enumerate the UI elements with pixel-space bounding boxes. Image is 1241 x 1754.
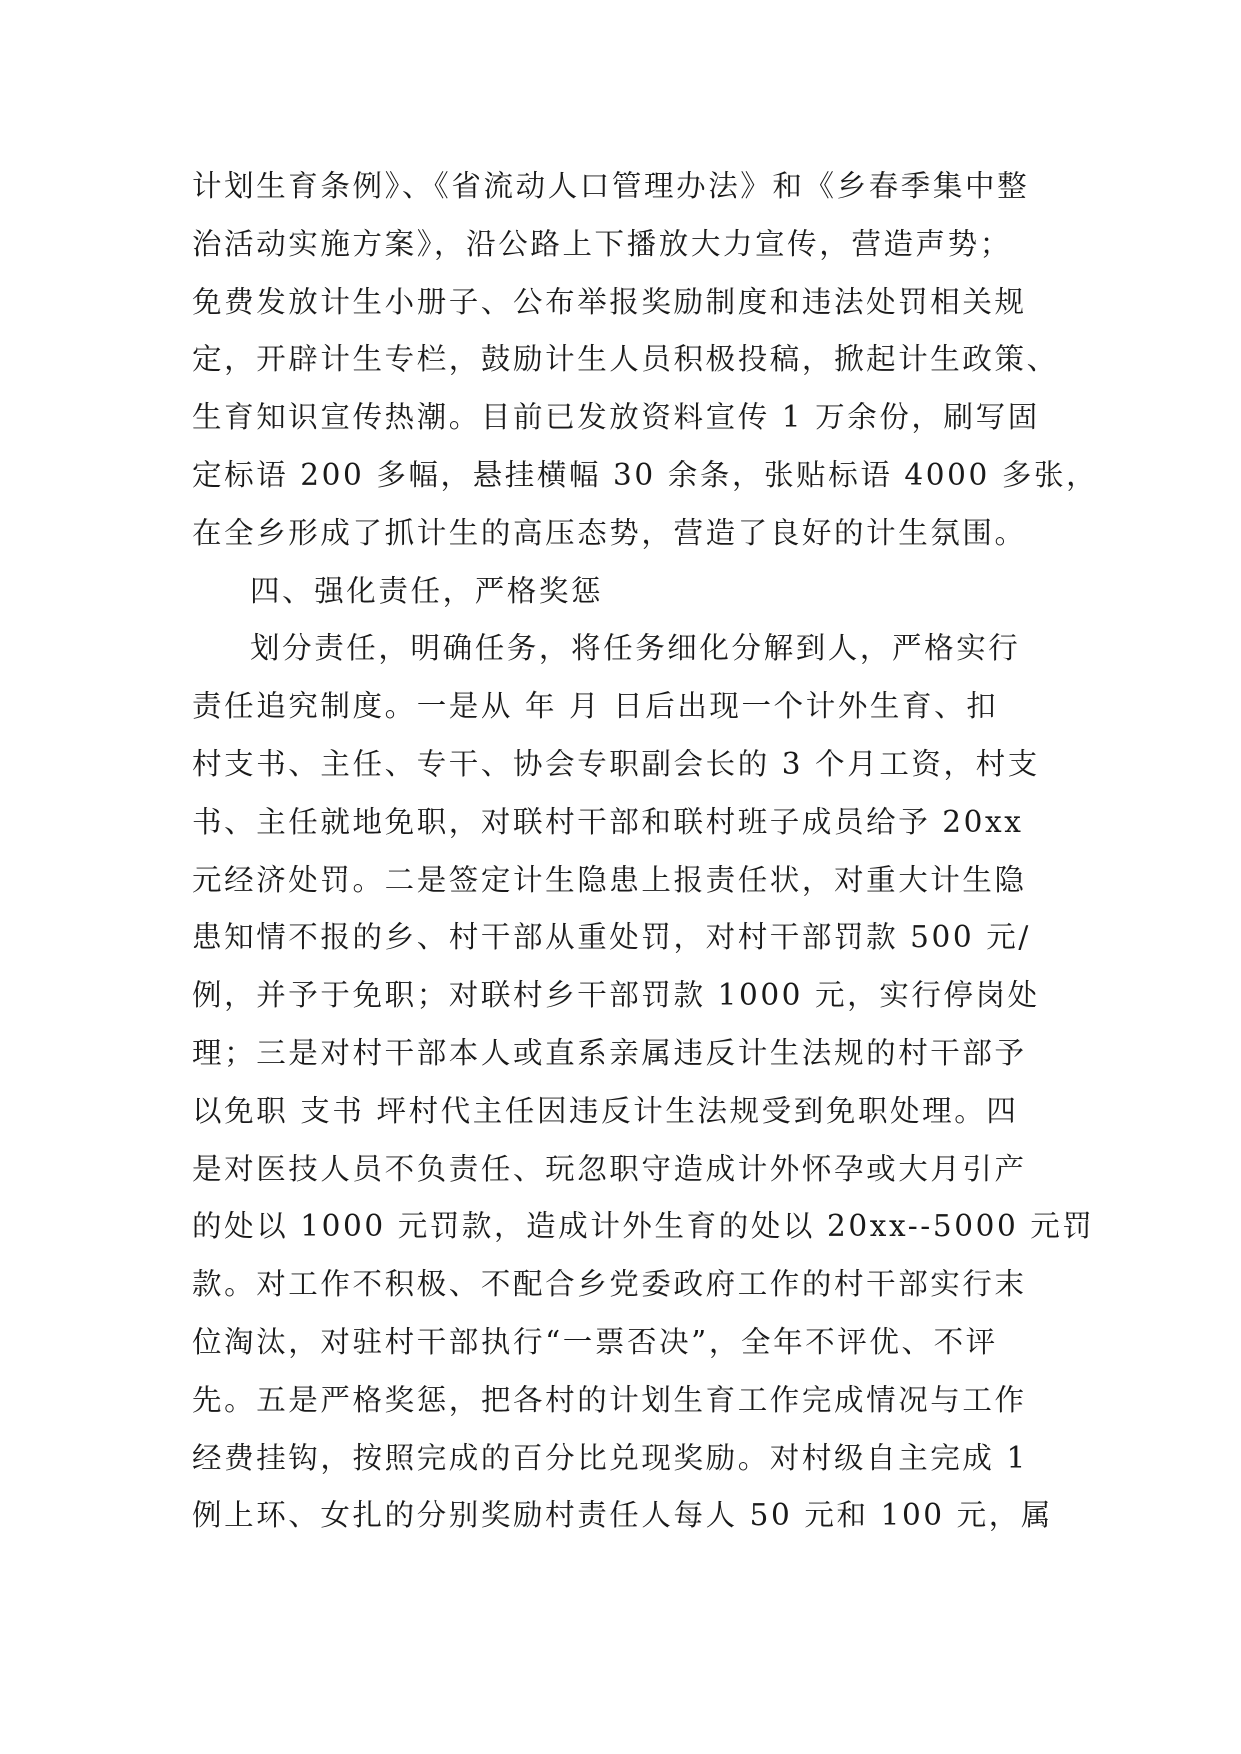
- text-line: 在全乡形成了抓计生的高压态势，营造了良好的计生氛围。: [192, 515, 1027, 550]
- text-line: 定标语 200 多幅，悬挂横幅 30 余条，张贴标语 4000 多张，: [192, 457, 1099, 492]
- text-line: 村支书、主任、专干、协会专职副会长的 3 个月工资，村支: [192, 746, 1040, 781]
- text-line: 先。五是严格奖惩，把各村的计划生育工作完成情况与工作: [192, 1382, 1027, 1417]
- text-line: 是对医技人员不负责任、玩忽职守造成计外怀孕或大月引产: [192, 1151, 1027, 1186]
- text-line: 患知情不报的乡、村干部从重处罚，对村干部罚款 500 元/: [192, 920, 1031, 955]
- paragraph-start-line: 划分责任，明确任务，将任务细化分解到人，严格实行: [250, 631, 1021, 666]
- text-line: 书、主任就地免职，对联村干部和联村班子成员给予 20xx: [192, 804, 1024, 839]
- body-text: [192, 158, 1099, 1545]
- text-line: 以免职 支书 坪村代主任因违反计生法规受到免职处理。四: [192, 1093, 1019, 1128]
- text-line: 理；三是对村干部本人或直系亲属违反计生法规的村干部予: [192, 1035, 1027, 1070]
- text-line: 款。对工作不积极、不配合乡党委政府工作的村干部实行末: [192, 1267, 1027, 1302]
- text-line: 免费发放计生小册子、公布举报奖励制度和违法处罚相关规: [192, 284, 1027, 319]
- text-line: 经费挂钩，按照完成的百分比兑现奖励。对村级自主完成 1: [192, 1440, 1028, 1475]
- section-heading: 四、强化责任，严格奖惩: [250, 573, 604, 608]
- text-line: 例，并予于免职；对联村乡干部罚款 1000 元，实行停岗处: [192, 978, 1040, 1013]
- text-line: 治活动实施方案》，沿公路上下播放大力宣传，营造声势；: [192, 226, 1012, 261]
- text-line: 生育知识宣传热潮。目前已发放资料宣传 1 万余份，刷写固: [192, 400, 1040, 435]
- text-line: 计划生育条例》、《省流动人口管理办法》和《乡春季集中整: [192, 169, 1030, 203]
- text-line: 元经济处罚。二是签定计生隐患上报责任状，对重大计生隐: [192, 862, 1027, 897]
- text-line: 责任追究制度。一是从 年 月 日后出现一个计外生育、扣: [192, 689, 999, 724]
- text-line: 的处以 1000 元罚款，造成计外生育的处以 20xx--5000 元罚: [192, 1209, 1095, 1244]
- text-line: 例上环、女扎的分别奖励村责任人每人 50 元和 100 元，属: [192, 1498, 1053, 1533]
- text-line: 定，开辟计生专栏，鼓励计生人员积极投稿，掀起计生政策、: [192, 342, 1059, 377]
- text-line: 位淘汰，对驻村干部执行“一票否决”，全年不评优、不评: [192, 1324, 998, 1359]
